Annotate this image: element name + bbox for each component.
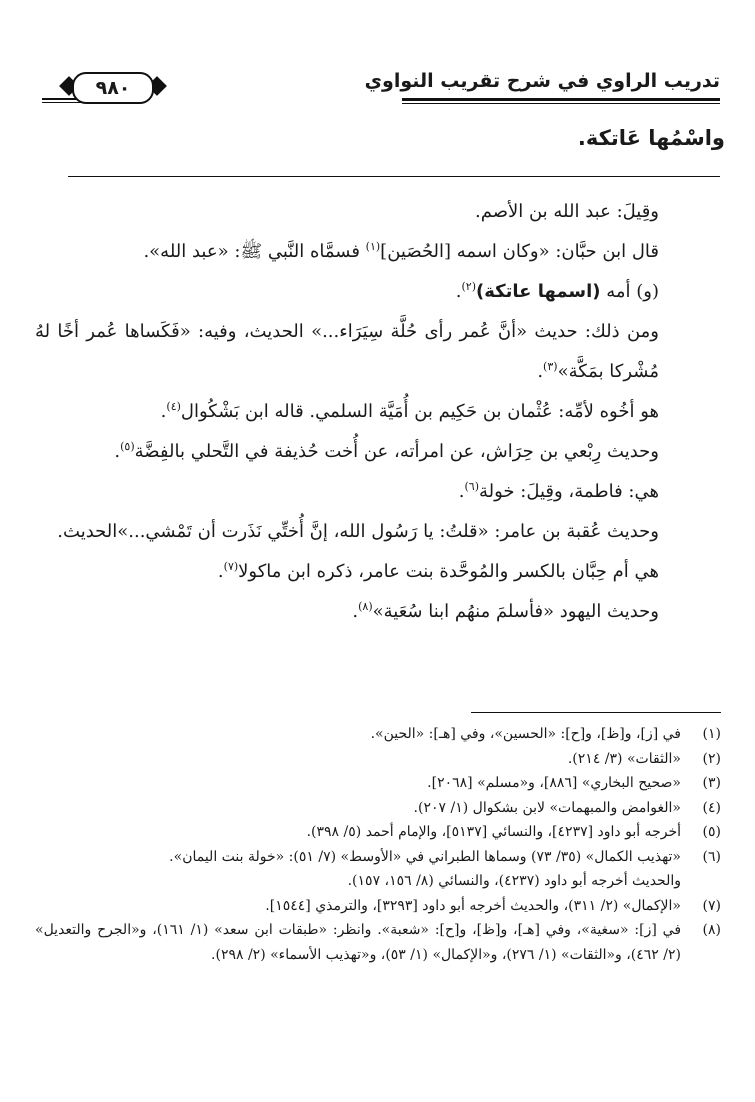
footnote <box>35 796 721 821</box>
footnote <box>35 771 721 796</box>
paragraph-text: فسمَّاه النَّبي ﷺ: «عبد الله». <box>143 241 366 262</box>
footnote-number: (٧) <box>702 897 721 914</box>
footnote <box>35 845 721 870</box>
footnote <box>35 820 721 845</box>
footnote <box>35 894 721 919</box>
page-number: ٩٨٠ <box>72 72 154 104</box>
paragraph-text: هي: فاطمة، وقِيلَ: خولة <box>479 481 659 502</box>
paragraph-text: ومن ذلك: حديث «أنَّ عُمر رأى حُلَّة سِيَرَاء...» الحديث، وفيه: «فَكَساها عُمر أخًا لهُ مُشْركا بمَكَّة» <box>35 321 659 382</box>
footnote-text: «الثقات» (٣/ ٢١٤). <box>567 750 681 767</box>
footnote-number: (٢) <box>702 750 721 767</box>
paragraph-text: وقِيلَ: عبد الله بن الأصم. <box>475 201 659 222</box>
footnote-ref[interactable]: (٦) <box>464 480 479 493</box>
paragraph <box>35 272 721 312</box>
paragraph-text: (و) أمه <box>600 281 659 302</box>
footnote-ref[interactable]: (٧) <box>223 560 239 573</box>
matn-divider <box>68 176 720 177</box>
footnote <box>35 722 721 747</box>
footnote-ref[interactable]: (٨) <box>358 600 373 613</box>
footnotes <box>35 722 721 967</box>
footnote-ref[interactable]: (٤) <box>166 400 181 413</box>
paragraph <box>35 512 721 552</box>
paragraph-text: . <box>455 281 462 302</box>
footnote-number: (٣) <box>702 775 721 791</box>
paragraph-text: . <box>160 401 167 422</box>
footnote-ref[interactable]: (٥) <box>120 440 135 453</box>
paragraph-text: . <box>217 561 224 582</box>
footnote-divider <box>471 712 721 713</box>
header-rule <box>402 98 720 104</box>
paragraph <box>35 432 721 472</box>
footnote-number: (٥) <box>702 824 721 840</box>
footnote-number: (٤) <box>702 799 721 816</box>
footnote-number: (٦) <box>702 848 721 865</box>
paragraph <box>35 192 721 232</box>
footnote <box>35 747 721 772</box>
footnote-text: «الإكمال» (٢/ ٣١١)، والحديث أخرجه أبو داود [٣٢٩٣]، والترمذي [١٥٤٤]. <box>265 897 681 914</box>
footnote-text: في [ز]: «سغية»، وفي [هـ]، و[ظ]، و[ح]: «شعبة». وانظر: «طبقات ابن سعد» (١/ ١٦١)، و«الجرح والتعديل» (٢/ ٤٦٢)، و«الثقات» (١/ ٢٧٦)، و«الإكمال» (١/ ٥٣)، و«تهذيب الأسماء» (٢/ ٢٩٨). <box>35 922 682 963</box>
footnote-ref[interactable]: (٢) <box>461 280 477 293</box>
footnote-ref[interactable]: (٣) <box>543 360 558 373</box>
paragraph-text: وحديث عُقبة بن عامر: «قلتُ: يا رَسُول الله، إنَّ أُختِّي نَذَرت أن تَمْشي...»الحديث. <box>57 521 659 542</box>
footnote-text: في [ز]، و[ظ]، و[ح]: «الحسين»، وفي [هـ]: «الحين». <box>370 726 681 742</box>
matn-quote: (اسمها عاتكة) <box>476 281 601 302</box>
footnote-number: (٨) <box>702 922 721 938</box>
paragraph <box>35 472 721 512</box>
paragraph-text: وحديث رِبْعي بن حِرَاش، عن امرأته، عن أُخت حُذيفة في التَّحلي بالفِضَّة <box>134 441 659 462</box>
paragraph-text: هو أخُوه لأمِّه: عُثْمان بن حَكِيم بن أُمَيَّة السلمي. قاله ابن بَشْكُوال <box>180 401 659 422</box>
paragraph <box>35 232 721 272</box>
footnote-text: «الغوامض والمبهمات» لابن بشكوال (١/ ٢٠٧). <box>413 799 681 816</box>
paragraph-text: قال ابن حبَّان: «وكان اسمه [الحُصَين] <box>380 241 659 262</box>
footnote-text: أخرجه أبو داود [٤٢٣٧]، والنسائي [٥١٣٧]، والإمام أحمد (٥/ ٣٩٨). <box>306 824 681 840</box>
commentary-body <box>35 192 721 632</box>
paragraph-text: . <box>352 601 359 622</box>
paragraph <box>35 312 721 392</box>
page-number-ornament <box>58 72 168 102</box>
paragraph <box>35 552 721 592</box>
paragraph-text: . <box>114 441 121 462</box>
running-title: تدريب الراوي في شرح تقريب النواوي <box>364 70 720 92</box>
paragraph-text: . <box>458 481 465 502</box>
footnote-number: (١) <box>702 726 721 742</box>
paragraph-text: . <box>537 361 544 382</box>
paragraph-text: هي أم حِبَّان بالكسر والمُوحَّدة بنت عامر، ذكره ابن ماكولا <box>238 561 659 582</box>
footnote-text: «صحيح البخاري» [٨٨٦]، و«مسلم» [٢٠٦٨]. <box>427 775 681 791</box>
paragraph <box>35 392 721 432</box>
footnote-continuation: والحديث أخرجه أبو داود (٤٢٣٧)، والنسائي (٨/ ١٥٦، ١٥٧). <box>347 873 681 889</box>
footnote-text: «تهذيب الكمال» (٣٥/ ٧٣) وسماها الطبراني في «الأوسط» (٧/ ٥١): «خولة بنت اليمان». <box>169 848 681 865</box>
page-header <box>30 62 720 112</box>
footnote <box>35 918 721 967</box>
footnote-ref[interactable]: (١) <box>365 240 381 253</box>
paragraph-text: وحديث اليهود «فأسلمَ منهُم ابنا سُعَية» <box>372 601 659 622</box>
paragraph <box>35 592 721 632</box>
matn-text: واسْمُها عَاتكة. <box>577 126 725 150</box>
